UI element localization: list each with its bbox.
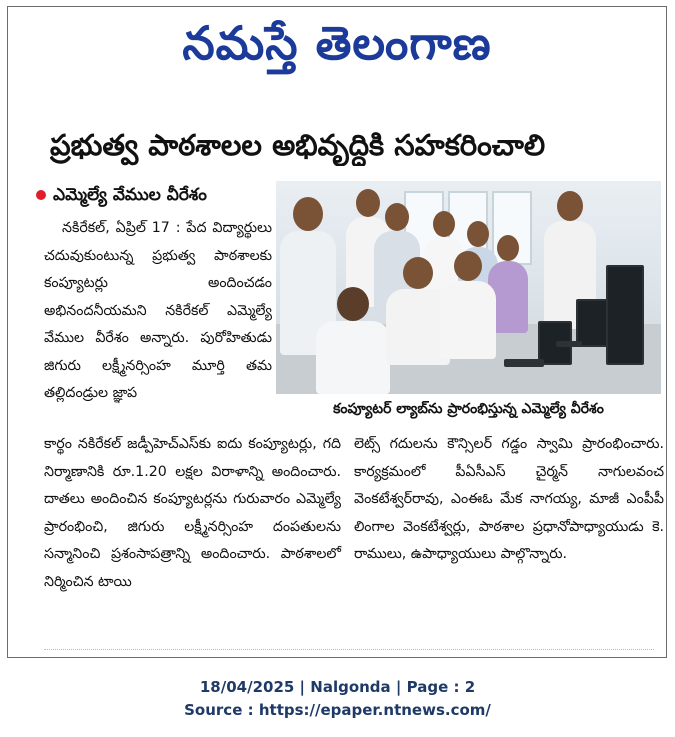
- article-photo: [276, 181, 661, 394]
- left-column-text: నకిరేకల్, ఏప్రిల్ 17 : పేద విద్యార్థులు చదువుకుంటున్న ప్రభుత్వ పాఠశాలకు కంప్యూటర్లు అందించడం అభినందనీయమని నకిరేకల్ ఎమ్మెల్యే వేముల వీరేశం అన్నారు. పురోహితుడు జిగురు లక్ష్మీనర్సింహ మూర్తి తమ తల్లిదండ్రుల జ్ఞాప: [44, 220, 272, 401]
- photo-keyboard: [556, 341, 582, 347]
- photo-monitor: [576, 299, 610, 347]
- article-frame: [7, 6, 667, 658]
- footer-date: 18/04/2025: [199, 678, 295, 696]
- article-bottom-right: [354, 431, 664, 569]
- photo-person: [440, 249, 496, 359]
- footer-separator: |: [395, 678, 402, 696]
- photo-person: [316, 285, 390, 394]
- footer-separator: |: [299, 678, 306, 696]
- byline-text: ఎమ్మెల్యే వేముల వీరేశం: [53, 185, 207, 205]
- photo-caption: కంప్యూటర్ ల్యాబ్‌ను ప్రారంభిస్తున్న ఎమ్మెల్యే వీరేశం: [333, 401, 604, 417]
- article-left-column: [44, 215, 272, 408]
- cut-edge: [44, 649, 654, 660]
- article-bottom-left: [44, 431, 341, 596]
- footer-source-label: Source :: [184, 701, 254, 719]
- article-byline: [36, 183, 207, 207]
- article-headline: ప్రభుత్వ పాఠశాలల అభివృద్ధికి సహకరించాలి: [50, 128, 546, 162]
- bottom-left-text: కార్థం నకిరేకల్ జడ్పీహెచ్ఎస్‌కు ఐదు కంప్యూటర్లు, గది నిర్మాణానికి రూ.1.20 లక్షల విరాళాన్ని అందించారు. దాతలు అందించిన కంప్యూటర్లను గురువారం ఎమ్మెల్యే ప్రారంభించి, జిగురు లక్ష్మీనర్సింహ దంపతులను సన్మానించి ప్రశంసాపత్రాన్ని అందించారు. పాఠశాలలో నిర్మించిన టాయి: [44, 436, 341, 590]
- photo-monitor: [606, 265, 644, 365]
- bottom-right-text: లెట్స్ గదులను కౌన్సిలర్ గడ్డం స్వామి ప్రారంభించారు. కార్యక్రమంలో పీఏసీఎస్ చైర్మన్ నాగులవంచ వెంకటేశ్వర్‌రావు, ఎంఈఓ మేక నాగయ్య, మాజీ ఎంపీపీ లింగాల వెంకటేశ్వర్లు, పాఠశాల ప్రధానోపాధ్యాయుడు కె. రాములు, ఉపాధ్యాయులు పాల్గొన్నారు.: [354, 436, 664, 562]
- red-bullet-icon: [36, 190, 46, 200]
- footer-source-link[interactable]: https://epaper.ntnews.com/: [258, 701, 491, 719]
- footer-source-line: [0, 700, 675, 720]
- photo-keyboard: [504, 359, 544, 367]
- footer-page: Page : 2: [406, 678, 476, 696]
- newspaper-masthead: నమస్తే తెలంగాణ: [182, 16, 492, 70]
- footer-edition: Nalgonda: [310, 678, 391, 696]
- footer-edition-line: [0, 677, 675, 697]
